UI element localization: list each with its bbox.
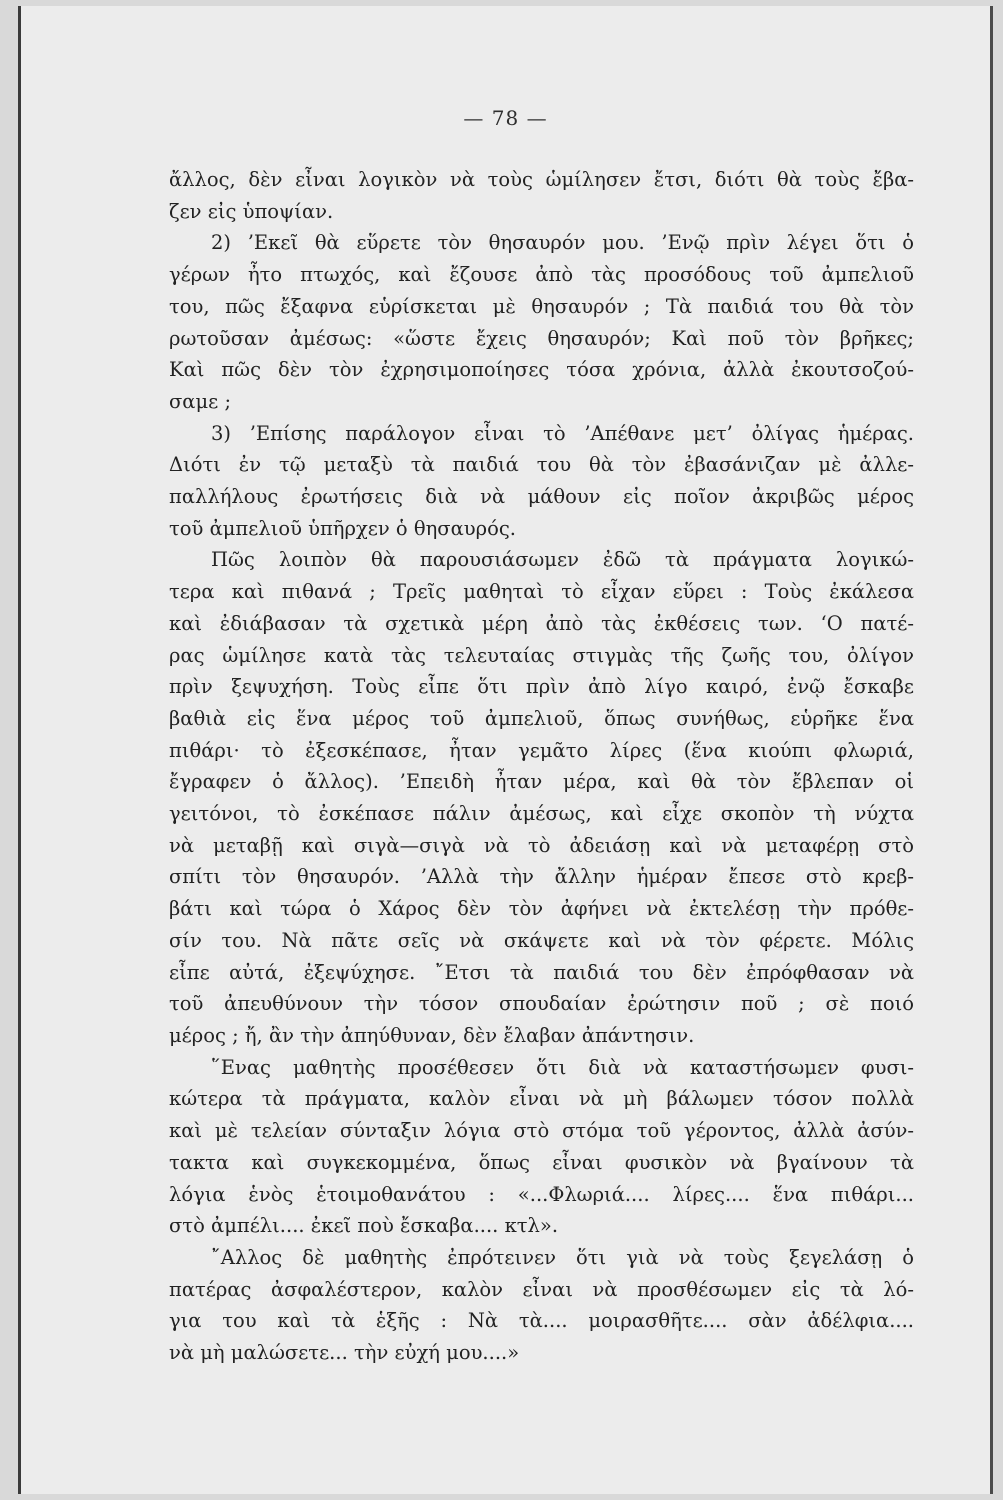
text-line: ρωτοῦσαν ἀμέσως: «ὥστε ἔχεις θησαυρόν; Καὶ ποῦ τὸν βρῆκες; <box>169 326 914 350</box>
text-line: τακτα καὶ συγκεκομμένα, ὅπως εἶναι φυσικὸν νὰ βγαίνουν τὰ <box>169 1150 914 1174</box>
text-line: βάτι καὶ τώρα ὁ Χάρος δὲν τὸν ἀφήνει νὰ ἐκτελέσῃ τὴν πρόθε- <box>169 897 914 921</box>
text-line: τοῦ ἀμπελιοῦ ὑπῆρχεν ὁ θησαυρός. <box>169 516 516 540</box>
text-line: σαμε ; <box>169 389 232 413</box>
text-line: εἶπε αὐτά, ἐξεψύχησε. ῎Ετσι τὰ παιδιά του δὲν ἐπρόφθασαν νὰ <box>169 960 914 984</box>
text-line: ῎Αλλος δὲ μαθητὴς ἐπρότεινεν ὅτι γιὰ νὰ τοὺς ξεγελάσῃ ὁ <box>211 1245 914 1269</box>
text-line: νὰ μὴ μαλώσετε... τὴν εὐχή μου....» <box>169 1341 520 1365</box>
text-line: ἔγραφεν ὁ ἄλλος). ’Επειδὴ ἦταν μέρα, καὶ θὰ τὸν ἔβλεπαν οἱ <box>169 770 914 794</box>
text-line: Πῶς λοιπὸν θὰ παρουσιάσωμεν ἐδῶ τὰ πράγματα λογικώ- <box>211 548 914 572</box>
text-line: Καὶ πῶς δὲν τὸν ἐχρησιμοποίησες τόσα χρόνια, ἀλλὰ ἐκουτσοζού- <box>169 358 914 382</box>
page-number: — 78 — <box>463 106 548 130</box>
text-line: σπίτι τὸν θησαυρόν. ’Αλλὰ τὴν ἄλλην ἡμέραν ἔπεσε στὸ κρεβ- <box>169 865 914 889</box>
text-line: τοῦ ἀπευθύνουν τὴν τόσον σπουδαίαν ἐρώτησιν ποῦ ; σὲ ποιό <box>169 992 914 1016</box>
text-line: παλλήλους ἐρωτήσεις διὰ νὰ μάθουν εἰς ποῖον ἀκριβῶς μέρος <box>169 485 914 509</box>
text-line: ἄλλος, δὲν εἶναι λογικὸν νὰ τοὺς ὡμίλησεν ἔτσι, διότι θὰ τοὺς ἔβα- <box>169 168 914 191</box>
text-line: στὸ ἀμπέλι.... ἐκεῖ ποὺ ἔσκαβα.... κτλ». <box>169 1214 559 1238</box>
text-line: τερα καὶ πιθανά ; Τρεῖς μαθηταὶ τὸ εἶχαν εὕρει : Τοὺς ἐκάλεσα <box>169 580 914 604</box>
text-line: σίν του. Νὰ πᾶτε σεῖς νὰ σκάψετε καὶ νὰ τὸν φέρετε. Μόλις <box>169 928 914 952</box>
text-line: ζεν εἰς ὑποψίαν. <box>169 199 334 223</box>
text-line: κώτερα τὰ πράγματα, καλὸν εἶναι νὰ μὴ βάλωμεν τόσον πολλὰ <box>169 1087 914 1111</box>
text-line: πιθάρι· τὸ ἐξεσκέπασε, ἦταν γεμᾶτο λίρες (ἕνα κιούπι φλωριά, <box>169 738 914 762</box>
text-line: πρὶν ξεψυχήση. Τοὺς εἶπε ὅτι πρὶν ἀπὸ λίγο καιρό, ἐνῷ ἔσκαβε <box>169 675 914 699</box>
text-line: 3) ’Επίσης παράλογον εἶναι τὸ ’Απέθανε μετ’ ὀλίγας ἡμέρας. <box>211 421 914 445</box>
text-line: μέρος ; ἤ, ἂν τὴν ἀπηύθυναν, δὲν ἔλαβαν ἀπάντησιν. <box>169 1023 695 1047</box>
body-text <box>169 164 914 1369</box>
text-line: γέρων ἦτο πτωχός, καὶ ἔζουσε ἀπὸ τὰς προσόδους τοῦ ἀμπελιοῦ <box>169 263 914 287</box>
text-line: λόγια ἑνὸς ἑτοιμοθανάτου : «...Φλωριά.... λίρες.... ἕνα πιθάρι... <box>169 1182 914 1206</box>
text-line: του, πῶς ἔξαφνα εὑρίσκεται μὲ θησαυρόν ; Τὰ παιδιά του θὰ τὸν <box>169 294 914 318</box>
text-line: καὶ ἐδιάβασαν τὰ σχετικὰ μέρη ἀπὸ τὰς ἐκθέσεις των. ‘Ο πατέ- <box>169 611 914 635</box>
text-line: Διότι ἐν τῷ μεταξὺ τὰ παιδιά του θὰ τὸν ἐβασάνιζαν μὲ ἀλλε- <box>169 453 914 477</box>
text-line: γειτόνοι, τὸ ἐσκέπασε πάλιν ἀμέσως, καὶ εἶχε σκοπὸν τὴ νύχτα <box>169 802 914 826</box>
text-line: βαθιὰ εἰς ἕνα μέρος τοῦ ἀμπελιοῦ, ὅπως συνήθως, εὑρῆκε ἕνα <box>169 706 914 730</box>
text-line: ῞Ενας μαθητὴς προσέθεσεν ὅτι διὰ νὰ καταστήσωμεν φυσι- <box>211 1055 914 1079</box>
text-line: ρας ὡμίλησε κατὰ τὰς τελευταίας στιγμὰς τῆς ζωῆς του, ὀλίγον <box>169 643 914 667</box>
text-line: 2) ’Εκεῖ θὰ εὕρετε τὸν θησαυρόν μου. ’Ενῷ πρὶν λέγει ὅτι ὁ <box>211 231 914 255</box>
text-line: νὰ μεταβῇ καὶ σιγὰ—σιγὰ νὰ τὸ ἀδειάσῃ καὶ νὰ μεταφέρῃ στὸ <box>169 833 914 857</box>
text-line: για του καὶ τὰ ἑξῆς : Νὰ τὰ.... μοιρασθῆτε.... σὰν ἀδέλφια.... <box>169 1309 914 1333</box>
text-line: πατέρας ἀσφαλέστερον, καλὸν εἶναι νὰ προσθέσωμεν εἰς τὰ λό- <box>169 1277 914 1301</box>
text-line: καὶ μὲ τελείαν σύνταξιν λόγια στὸ στόμα τοῦ γέροντος, ἀλλὰ ἀσύν- <box>169 1119 914 1143</box>
document-page <box>18 6 993 1494</box>
